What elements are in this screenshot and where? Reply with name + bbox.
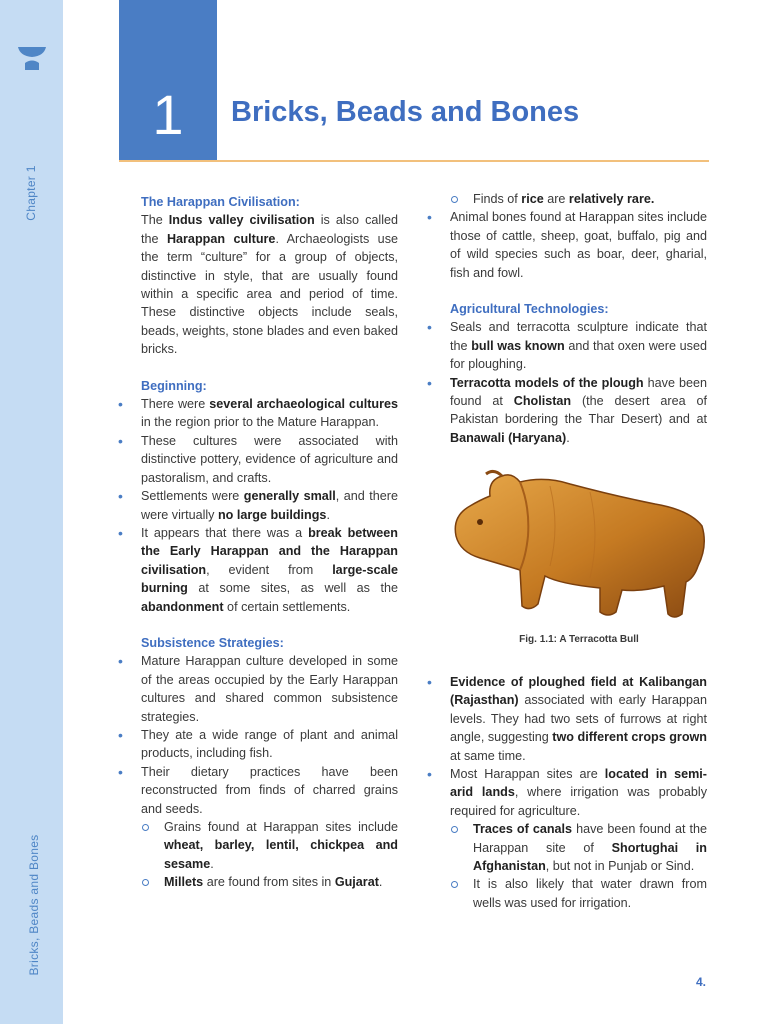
list-item: • They ate a wide range of plant and animal products, including fish. xyxy=(141,726,398,763)
list-item: • Seals and terracotta sculpture indicate that the bull was known and that oxen were used for ploughing. xyxy=(450,318,707,373)
section-heading-agricultural-technologies: Agricultural Technologies: xyxy=(450,302,609,317)
sub-list-item: Millets are found from sites in Gujarat. xyxy=(164,873,398,891)
sub-list-item: Traces of canals have been found at the Harappan site of Shortughai in Afghanistan, but not in Punjab or Sind. xyxy=(473,820,707,875)
sub-list-item: It is also likely that water drawn from wells was used for irrigation. xyxy=(473,875,707,912)
chapter-number: 1 xyxy=(152,83,184,146)
list-item: • Their dietary practices have been reconstructed from finds of charred grains and seeds. xyxy=(141,763,398,818)
right-column-bottom xyxy=(450,673,707,912)
paragraph-intro: The Indus valley civilisation is also called the Harappan culture. Archaeologists use the term “culture” for a group of objects, distinctive in style, that are usually found within a specific area and period of time. These distinctive objects include seals, beads, weights, stone blades and even baked bricks. xyxy=(141,213,399,357)
list-item: • Most Harappan sites are located in semi-arid lands, where irrigation was probably required for agriculture. xyxy=(450,765,707,820)
sidebar-chapter-label: Chapter 1 xyxy=(24,165,38,221)
list-item: • It appears that there was a break between the Early Harappan and the Harappan civilisation, evident from large-scale burning at some sites, as well as the abandonment of certain settlements. xyxy=(141,524,398,616)
page-number: 4. xyxy=(696,975,707,989)
list-item: • Evidence of ploughed field at Kalibangan (Rajasthan) associated with early Harappan levels. They had two sets of furrows at right angle, suggesting two different crops grown at same time. xyxy=(450,673,707,765)
list-item: • Mature Harappan culture developed in some of the areas occupied by the Early Harappan cultures and shared common subsistence strategies. xyxy=(141,652,398,726)
left-column xyxy=(141,193,398,892)
terracotta-bull-image xyxy=(450,466,708,626)
list-item: • Terracotta models of the plough have been found at Cholistan (the desert area of Pakistan bordering the Thar Desert) and at Banawali (Haryana). xyxy=(450,374,707,448)
section-heading-harappan-civilisation: The Harappan Civilisation: xyxy=(141,195,300,209)
page-title: Bricks, Beads and Bones xyxy=(231,96,580,128)
sub-list-item: Grains found at Harappan sites include wheat, barley, lentil, chickpea and sesame. xyxy=(164,818,398,873)
title-divider xyxy=(119,160,709,162)
right-column-top xyxy=(450,190,707,447)
list-item: • These cultures were associated with distinctive pottery, evidence of agriculture and pastoralism, and crafts. xyxy=(141,432,398,487)
list-item: • There were several archaeological cultures in the region prior to the Mature Harappan. xyxy=(141,395,398,432)
subsistence-list-continued xyxy=(450,190,707,282)
agri-list-continued xyxy=(450,673,707,912)
sidebar-book-title: Bricks, Beads and Bones xyxy=(27,834,41,976)
subsistence-list xyxy=(141,652,398,891)
figure-caption: Fig. 1.1: A Terracotta Bull xyxy=(519,634,639,645)
section-heading-subsistence-strategies: Subsistence Strategies: xyxy=(141,635,284,650)
sidebar xyxy=(0,0,63,1024)
section-heading-beginning: Beginning: xyxy=(141,378,207,393)
sub-list-item: Finds of rice are relatively rare. xyxy=(473,190,707,208)
beginning-list xyxy=(141,395,398,616)
list-item: • Settlements were generally small, and there were virtually no large buildings. xyxy=(141,487,398,524)
list-item: • Animal bones found at Harappan sites include those of cattle, sheep, goat, buffalo, pig and of wild species such as boar, deer, gharial, fish and fowl. xyxy=(450,208,707,282)
book-stand-logo-icon xyxy=(17,44,47,74)
agri-list xyxy=(450,318,707,447)
